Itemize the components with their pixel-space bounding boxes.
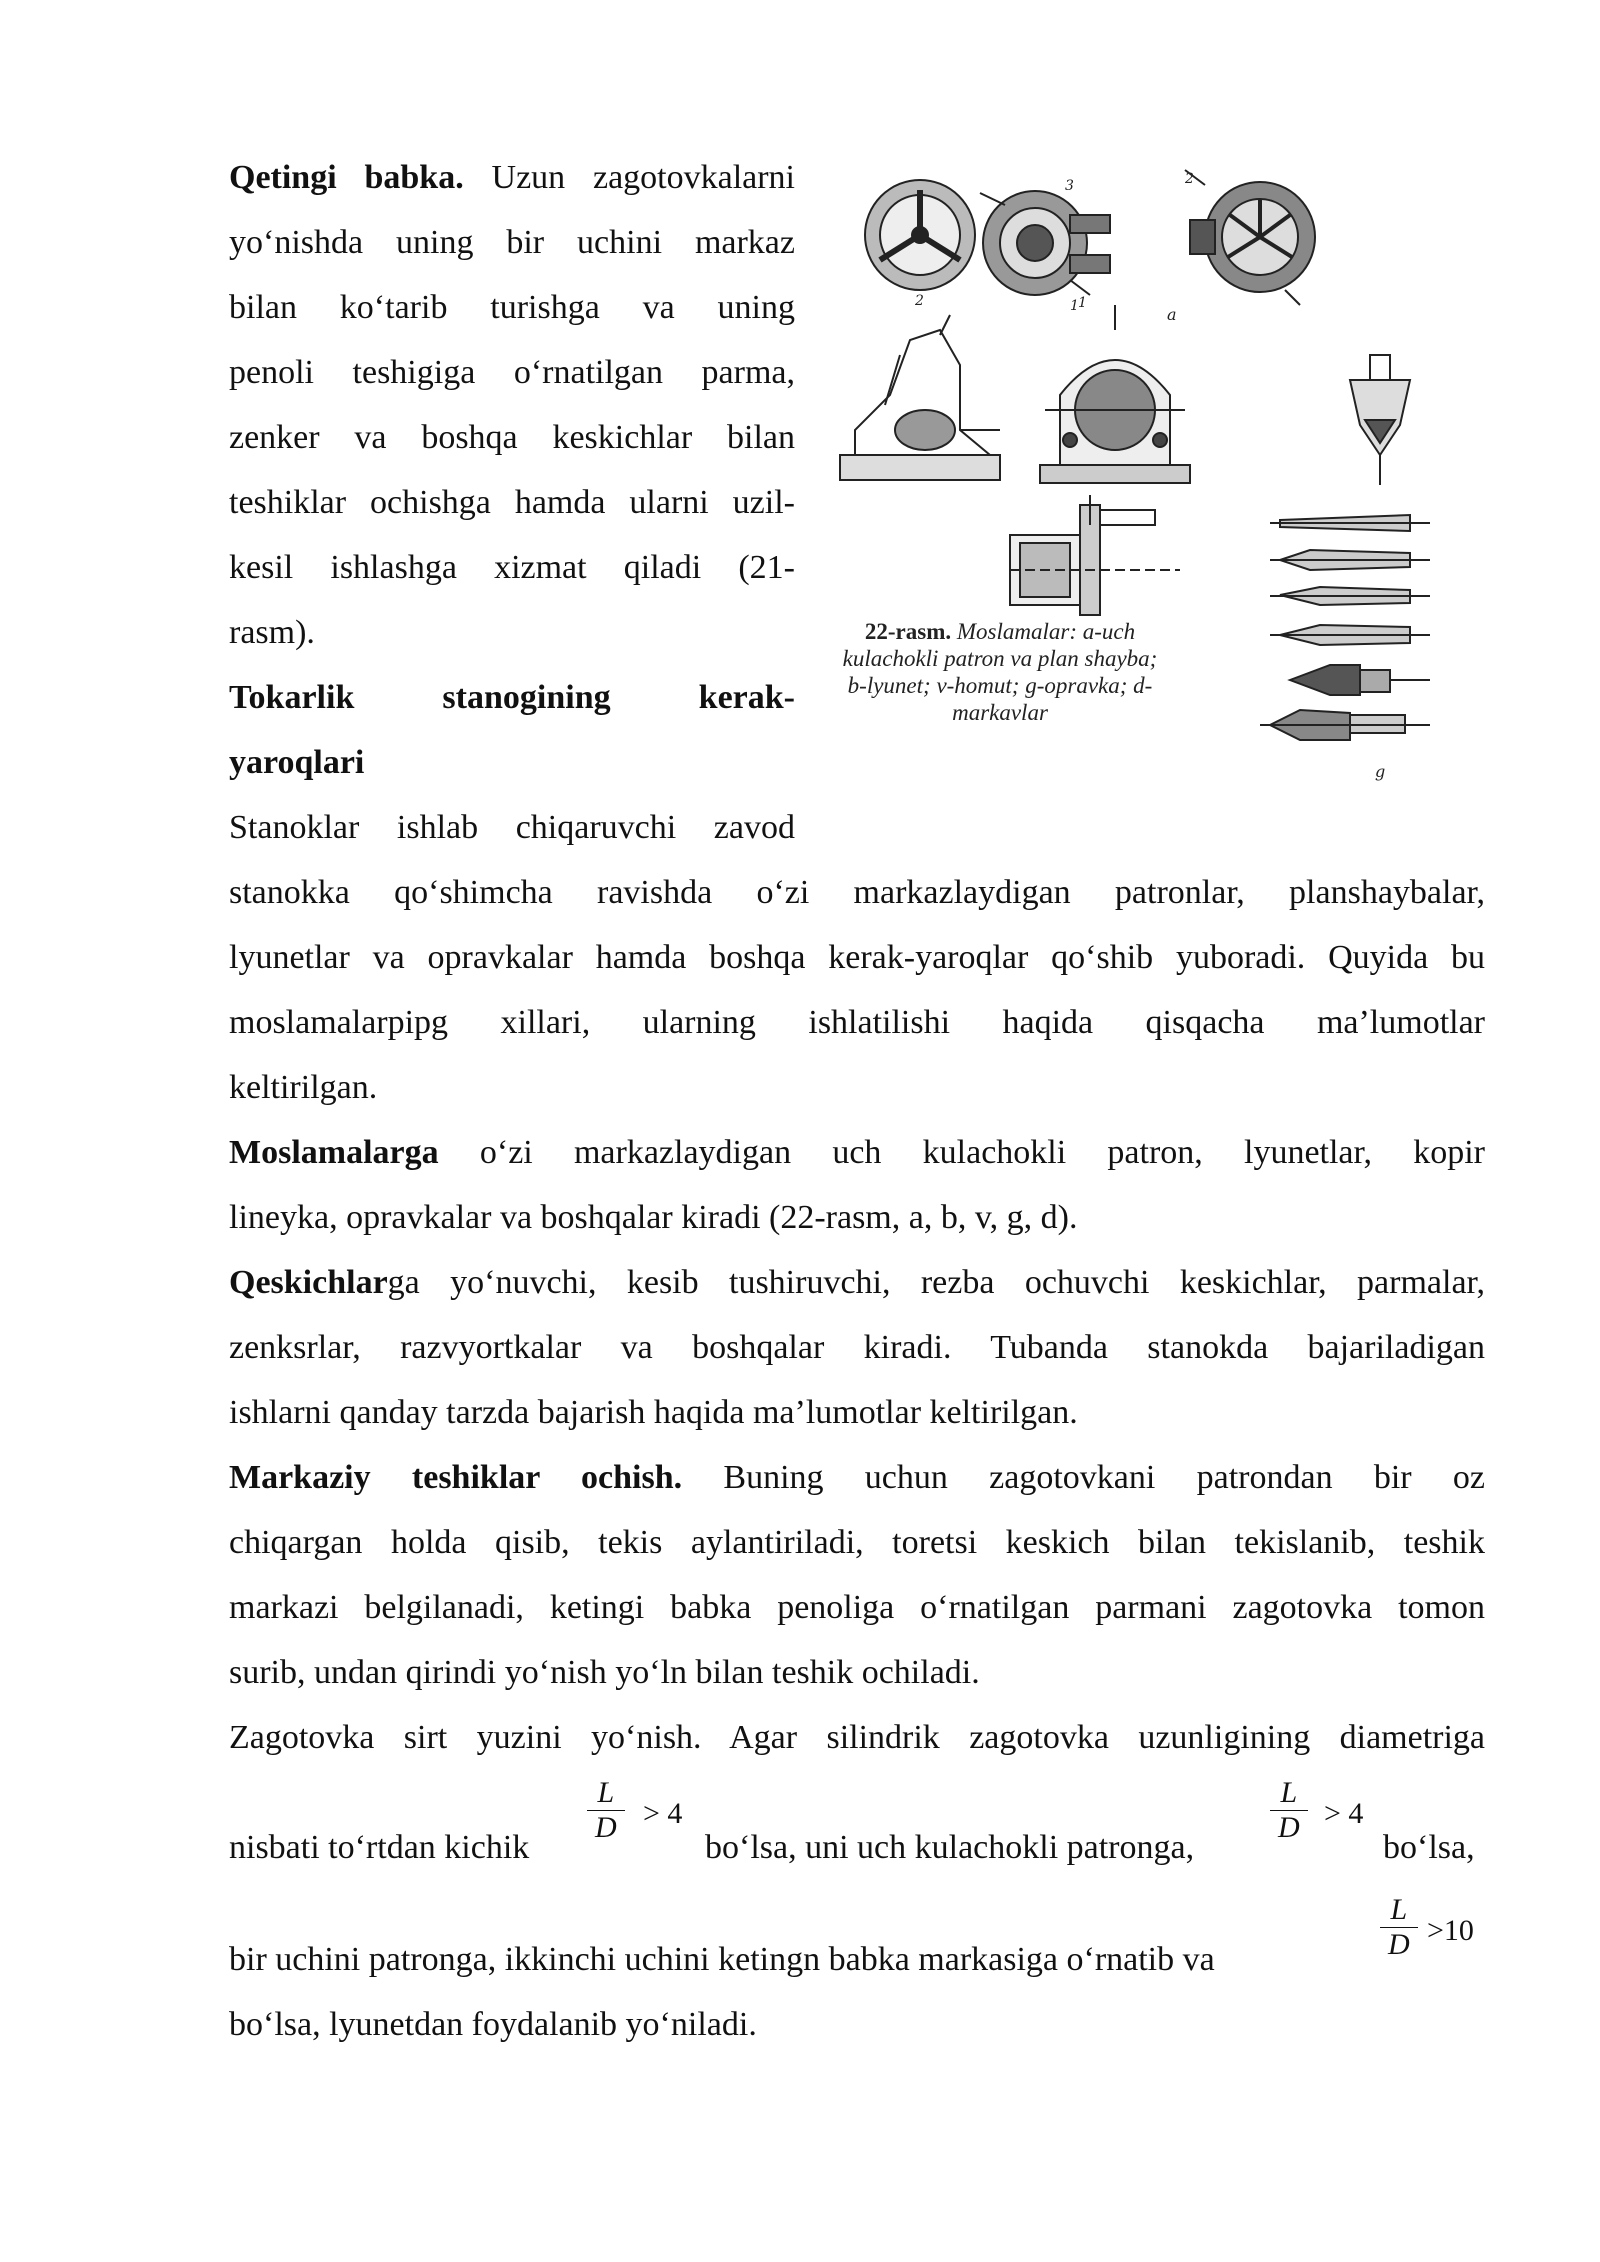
centering-tool-drawing [1350,355,1410,485]
line-text: kesil ishlashga xizmat qiladi (21- [229,549,795,586]
left-line-2 [229,210,795,275]
denominator: D [1278,1811,1300,1844]
left-line-3 [229,275,795,340]
line-text: bilan ko‘tarib turishga va uning [229,289,795,326]
line-text: rasm). [229,614,315,651]
figure-num-2b: 2 [1185,171,1194,187]
formula-relation-3: >10 [1427,1914,1474,1947]
formula-relation-2: > 4 [1324,1797,1364,1830]
paragraph-line [229,860,1485,925]
line-text: bo‘lsa, lyunetdan foydalanib yo‘niladi. [229,2006,757,2043]
paragraph-line [229,1575,1485,1640]
line-text: stanokka qo‘shimcha ravishda o‘zi markazlaydigan patronlar, planshaybalar, [229,874,1485,911]
paragraph-line [229,1380,1078,1445]
line-text: teshiklar ochishga hamda ularni uzil- [229,484,795,521]
numerator: L [1270,1776,1308,1811]
paragraph-line [705,1815,1194,1880]
paragraph-line [229,1510,1485,1575]
paragraph-line [229,1185,1077,1250]
figure-num-1: 1 [1070,298,1079,314]
chuck-exploded-drawing [980,191,1110,295]
line-text: chiqargan holda qisib, tekis aylantiriladi, toretsi keskich bilan tekislanib, teshik [229,1524,1485,1561]
line-text: Zagotovka sirt yuzini yo‘nish. Agar silindrik zagotovka uzunligining diametriga [229,1719,1485,1756]
figure-caption [835,618,1165,726]
line-text: zenksrlar, razvyortkalar va boshqalar kiradi. Tubanda stanokda bajariladigan [229,1329,1485,1366]
paragraph-line [229,1445,1485,1510]
line-text: zenker va boshqa keskichlar bilan [229,419,795,456]
paragraph-line [229,1120,1485,1185]
figure-num-3: 3 [1065,178,1074,194]
line-text: bo‘lsa, uni uch kulachokli patronga, [705,1829,1195,1866]
left-line-4 [229,340,795,405]
paragraph-line [229,1927,1215,1992]
heading-text: Tokarlik stanogining kerak- [229,679,795,716]
caption-text: Moslamalar: a-uch kulachokli patron va plan shayba; b-lyunet; v-homut; g-opravka; d-markavlar [842,619,1158,725]
left-line-11 [229,795,795,860]
chuck-drawing [865,180,975,290]
paragraph-line [229,1250,1485,1315]
line-text: yo‘nishda uning bir uchini markaz [229,224,795,261]
line-text: Buning uchun zagotovkani patrondan bir oz [682,1459,1485,1496]
heading-text: yaroqlari [229,744,365,781]
left-line-6 [229,470,795,535]
figure-label-g: g [1375,762,1386,781]
denominator: D [595,1811,617,1844]
steady-rest-drawing [840,315,1000,480]
numerator: L [1380,1893,1418,1928]
line-text: ga yo‘nuvchi, kesib tushiruvchi, rezba ochuvchi keskichlar, parmalar, [387,1264,1485,1301]
lathe-centers-drawing [1260,515,1430,740]
line-text: surib, undan qirindi yo‘nish yo‘ln bilan teshik ochiladi. [229,1654,980,1691]
line-text: moslamalarpipg xillari, ularning ishlatilishi haqida qisqacha ma’lumotlar [229,1004,1485,1041]
figure-label-a: a [1167,305,1177,324]
left-line-1 [229,145,795,210]
paragraph-line [229,990,1485,1055]
faceplate-drawing [1185,170,1315,305]
line-text: Stanoklar ishlab chiqaruvchi zavod [229,809,795,846]
line-text: nisbati to‘rtdan kichik [229,1829,530,1866]
section-heading-2 [229,730,364,795]
paragraph-line [229,925,1485,990]
section-heading-1 [229,665,795,730]
formula-relation-1: > 4 [643,1797,683,1830]
paragraph-line [229,1055,377,1120]
line-text: markazi belgilanadi, ketingi babka penoliga o‘rnatilgan parmani zagotovka tomon [229,1589,1485,1626]
left-line-8 [229,600,315,665]
left-line-7 [229,535,795,600]
formula-fraction-1 [587,1776,625,1845]
line-text: o‘zi markazlaydigan uch kulachokli patron, lyunetlar, kopir [438,1134,1485,1171]
paragraph-line [229,1815,529,1880]
line-text: Uzun zagotovkalarni [463,159,795,196]
bold-term: Qetingi babka. [229,159,464,196]
caption-label: 22-rasm. [864,619,952,644]
bold-term: Qeskichlar [229,1264,388,1301]
bold-term: Markaziy teshiklar ochish. [229,1459,683,1496]
line-text: penoli teshigiga o‘rnatilgan parma, [229,354,795,391]
formula-fraction-2 [1270,1776,1308,1845]
left-line-5 [229,405,795,470]
denominator: D [1388,1928,1410,1961]
figure-num-1b: 1 [1078,295,1087,311]
line-text: ishlarni qanday tarzda bajarish haqida ma’lumotlar keltirilgan. [229,1394,1078,1431]
paragraph-line [1383,1815,1475,1880]
line-text: bir uchini patronga, ikkinchi uchini ketingn babka markasiga o‘rnatib va [229,1941,1215,1978]
figure-num-2a: 2 [915,293,924,309]
line-text: lineyka, opravkalar va boshqalar kiradi (22-rasm, a, b, v, g, d). [229,1199,1078,1236]
line-text: lyunetlar va opravkalar hamda boshqa kerak-yaroqlar qo‘shib yuboradi. Quyida bu [229,939,1485,976]
paragraph-line [229,1992,757,2057]
paragraph-line [229,1315,1485,1380]
mandrel-drawing [1010,495,1180,615]
lathe-dog-drawing [1040,305,1190,483]
paragraph-line [229,1705,1485,1770]
formula-fraction-3 [1380,1893,1418,1962]
bold-term: Moslamalarga [229,1134,439,1171]
paragraph-line [229,1640,980,1705]
numerator: L [587,1776,625,1811]
line-text: keltirilgan. [229,1069,378,1106]
line-text: bo‘lsa, [1383,1829,1475,1866]
